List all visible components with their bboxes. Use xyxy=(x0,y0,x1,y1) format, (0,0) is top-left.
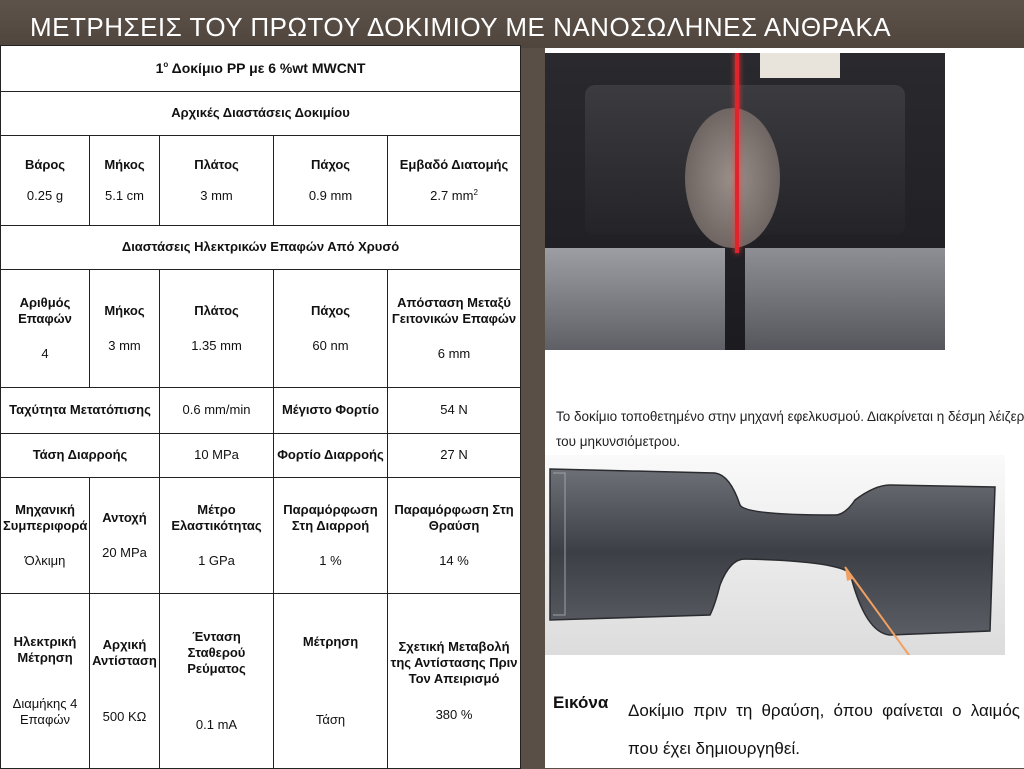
speed-label: Ταχύτητα Μετατόπισης xyxy=(1,388,160,434)
mech-value: 20 MPa xyxy=(102,544,147,560)
elec-label: Σχετική Μεταβολή της Αντίστασης Πριν Τον Απειρισμό xyxy=(390,638,518,686)
elec-value: Διαμήκης 4 Επαφών xyxy=(12,696,78,728)
dim-cell-cross-section xyxy=(388,136,521,226)
dim-value: 3 mm xyxy=(200,187,233,203)
mech-label: Παραμόρφωση Στη Θραύση xyxy=(394,502,514,534)
measurements-table-container xyxy=(0,45,520,768)
initial-dims-title: Αρχικές Διαστάσεις Δοκιμίου xyxy=(1,92,521,136)
contact-value: 4 xyxy=(41,345,49,361)
dim-label: Μήκος xyxy=(104,157,145,173)
elec-label: Μέτρηση xyxy=(302,633,359,649)
mech-label: Αντοχή xyxy=(102,510,147,526)
contact-value: 1.35 mm xyxy=(191,337,242,353)
elec-label: Ένταση Σταθερού Ρεύματος xyxy=(187,628,246,676)
yield-stress-label: Τάση Διαρροής xyxy=(1,434,160,478)
contact-cell-count xyxy=(1,270,90,388)
elec-cell-initial-resistance xyxy=(90,594,160,769)
elec-value: 0.1 mA xyxy=(195,717,238,733)
mech-cell-strength xyxy=(90,478,160,594)
mech-cell-break-strain xyxy=(388,478,521,594)
tensile-machine-photo xyxy=(545,53,945,350)
elec-cell-relative-change xyxy=(388,594,521,769)
slide-title: ΜΕΤΡΗΣΕΙΣ ΤΟΥ ΠΡΩΤΟΥ ΔΟΚΙΜΙΟΥ ΜΕ ΝΑΝΟΣΩΛΗΝΕΣ ΑΝΘΡΑΚΑ xyxy=(30,12,892,42)
dim-cell-length xyxy=(90,136,160,226)
mech-value: 1 GPa xyxy=(198,552,235,568)
specimen-photo xyxy=(545,455,1005,655)
contacts-title: Διαστάσεις Ηλεκτρικών Επαφών Από Χρυσό xyxy=(1,226,521,270)
dim-label: Πάχος xyxy=(310,157,351,173)
contact-value: 60 nm xyxy=(312,337,349,353)
elec-label: Ηλεκτρική Μέτρηση xyxy=(13,633,77,665)
mech-label: Παραμόρφωση Στη Διαρροή xyxy=(283,502,378,534)
mech-cell-yield-strain xyxy=(274,478,388,594)
mech-value: Όλκιμη xyxy=(24,552,66,568)
contact-label: Πάχος xyxy=(310,303,351,319)
measurements-table xyxy=(0,45,521,769)
photo-sample xyxy=(685,108,780,248)
max-load-label: Μέγιστο Φορτίο xyxy=(274,388,388,434)
elec-value: 380 % xyxy=(435,707,473,723)
header-main-pre: 1 xyxy=(155,59,164,76)
figure-label: Εικόνα xyxy=(553,693,609,712)
header-main-sup: ο xyxy=(163,59,169,69)
title-bar xyxy=(0,0,1024,48)
elec-label: Αρχική Αντίσταση xyxy=(92,636,157,668)
elec-value: Τάση xyxy=(315,712,346,727)
max-load-value: 54 N xyxy=(388,388,521,434)
elec-value: 500 ΚΩ xyxy=(102,709,147,725)
contact-cell-length xyxy=(90,270,160,388)
laser-beam-icon xyxy=(735,53,739,253)
yield-load-label: Φορτίο Διαρροής xyxy=(274,434,388,478)
mech-label: Μηχανική Συμπεριφορά xyxy=(3,502,88,534)
contact-label: Απόσταση Μεταξύ Γειτονικών Επαφών xyxy=(391,295,517,327)
dim-label: Βάρος xyxy=(24,157,66,173)
header-main-post: Δοκίμιο PP με 6 %wt MWCNT xyxy=(168,59,366,76)
dim-cell-thickness xyxy=(274,136,388,226)
dim-value: 5.1 cm xyxy=(104,187,144,203)
contact-label: Αριθμός Επαφών xyxy=(18,295,72,327)
yield-load-value: 27 N xyxy=(388,434,521,478)
contact-cell-thickness xyxy=(274,270,388,388)
photo1-caption: Το δοκίμιο τοποθετημένο στην μηχανή εφελκυσμού. Διακρίνεται η δέσμη λέιζερ του μηκυνσιόμετρου. xyxy=(556,409,1024,449)
contact-cell-spacing xyxy=(388,270,521,388)
mech-cell-modulus xyxy=(160,478,274,594)
contact-label: Μήκος xyxy=(104,303,145,319)
photo-light-reflection xyxy=(760,53,840,78)
table-header-main xyxy=(1,46,521,92)
mech-value: 14 % xyxy=(439,552,469,568)
mech-cell-behavior xyxy=(1,478,90,594)
dim-label: Εμβαδό Διατομής xyxy=(399,157,509,173)
figure-caption: Δοκίμιο πριν τη θραύση, όπου φαίνεται ο λαιμός που έχει δημιουργηθεί. xyxy=(628,701,1020,758)
dim-value xyxy=(390,188,518,204)
yield-stress-value: 10 MPa xyxy=(160,434,274,478)
elec-cell-measurement xyxy=(1,594,90,769)
photo-clamp-right xyxy=(745,248,945,350)
contact-label: Πλάτος xyxy=(194,303,239,319)
dim-value: 0.9 mm xyxy=(308,187,353,203)
speed-value: 0.6 mm/min xyxy=(160,388,274,434)
contact-value: 6 mm xyxy=(437,345,471,361)
contact-value: 3 mm xyxy=(108,337,141,353)
arrow-icon xyxy=(545,455,1005,655)
dim-value: 0.25 g xyxy=(26,187,64,203)
mech-label: Μέτρο Ελαστικότητας xyxy=(171,502,262,534)
dim-cell-weight xyxy=(1,136,90,226)
mech-value: 1 % xyxy=(319,552,342,568)
elec-cell-current xyxy=(160,594,274,769)
cross-section-sup: 2 xyxy=(473,187,478,197)
dim-label: Πλάτος xyxy=(194,157,239,173)
photo-clamp-left xyxy=(545,248,725,350)
contact-cell-width xyxy=(160,270,274,388)
cross-section-value: 2.7 mm xyxy=(430,187,474,203)
dim-cell-width xyxy=(160,136,274,226)
elec-cell-measured xyxy=(274,594,388,769)
